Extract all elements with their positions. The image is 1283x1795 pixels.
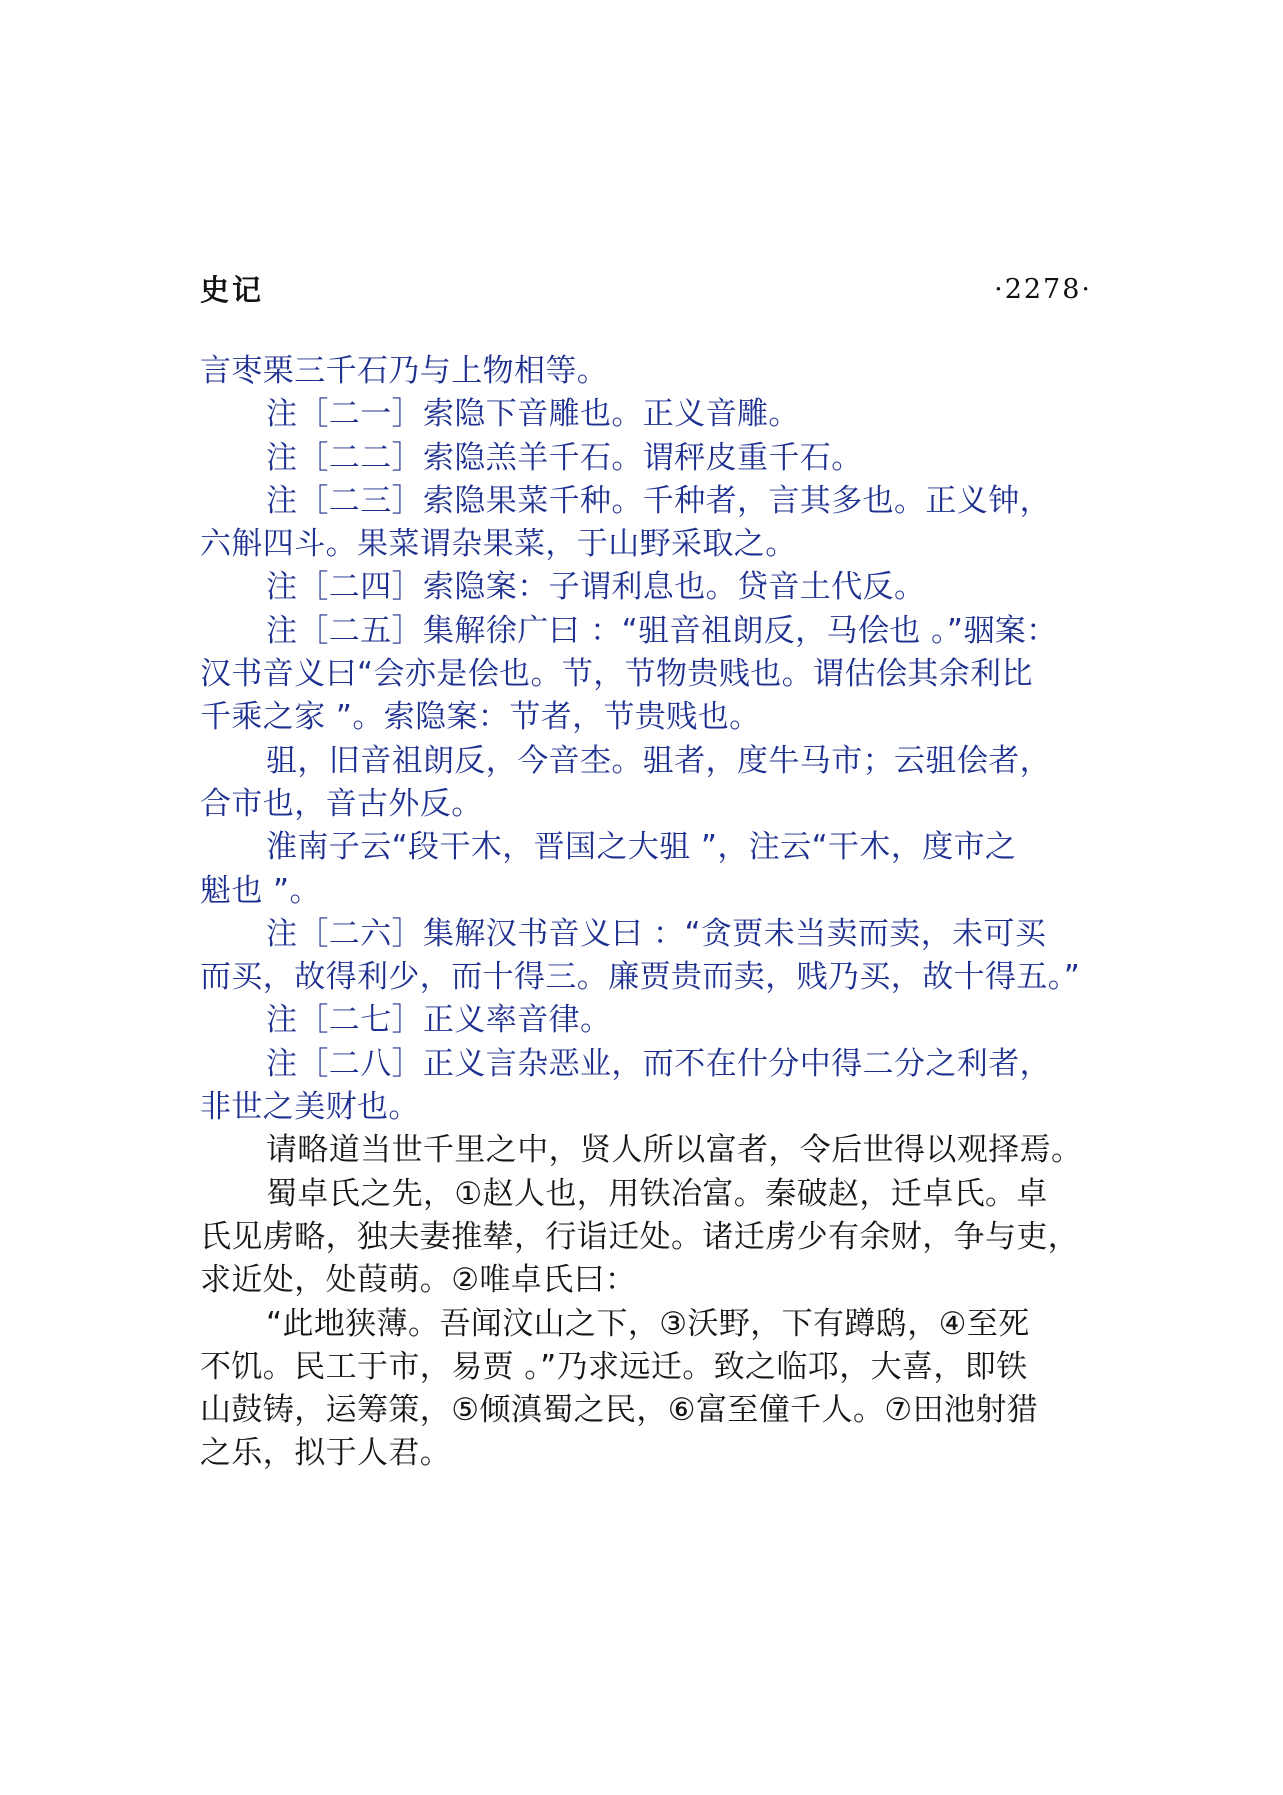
text-line: 之乐，拟于人君。 [200, 1435, 452, 1472]
text-line: 魁也 ”。 [200, 872, 321, 909]
text-line: 合市也，音古外反。 [200, 785, 483, 822]
text-line: 蜀卓氏之先，①赵人也，用铁冶富。秦破赵，迁卓氏。卓 [266, 1175, 1048, 1212]
text-line: 注［二一］索隐下音雕也。正义音雕。 [266, 396, 800, 433]
text-line: “此地狭薄。吾闻汶山之下，③沃野，下有蹲鸱，④至死 [266, 1305, 1030, 1342]
page-number: ·2278· [994, 274, 1092, 305]
text-line: 言枣栗三千石乃与上物相等。 [200, 353, 609, 389]
text-line: 非世之美财也。 [200, 1089, 420, 1126]
text-line: 千乘之家 ”。索隐案：节者，节贵贱也。 [200, 699, 761, 736]
text-line: 汉书音义曰“会亦是侩也。节，节物贵贱也。谓估侩其余利比 [200, 656, 1033, 693]
book-title: 史记 [200, 273, 265, 307]
text-line: 驵，旧音祖朗反，今音杢。驵者，度牛马市；云驵侩者， [266, 742, 1051, 779]
text-line: 注［二六］集解汉书音义曰 ：“贪贾未当卖而卖，未可买 [266, 915, 1047, 952]
text-line: 淮南子云“段干木，晋国之大驵 ”，注云“干木，度市之 [266, 829, 1017, 866]
text-line: 六斛四斗。果菜谓杂果菜，于山野采取之。 [200, 526, 797, 563]
text-line: 注［二五］集解徐广曰 ：“驵音祖朗反，马侩也 。”骃案： [266, 612, 1058, 649]
text-line: 请略道当世千里之中，贤人所以富者，令后世得以观择焉。 [266, 1132, 1083, 1169]
text-line: 不饥。民工于市，易贾 。”乃求远迁。致之临邛，大喜，即铁 [200, 1348, 1028, 1385]
text-line: 而买，故得利少，而十得三。廉贾贵而卖，贱乃买，故十得五。” [200, 959, 1081, 996]
text-line: 注［二三］索隐果菜千种。千种者，言其多也。正义钟， [266, 482, 1051, 519]
text-line: 注［二四］索隐案：子谓利息也。贷音土代反。 [266, 569, 926, 606]
text-line: 求近处，处葭萌。②唯卓氏曰： [200, 1262, 637, 1299]
text-line: 氏见虏略，独夫妻推辇，行诣迁处。诸迁虏少有余财，争与吏， [200, 1218, 1080, 1255]
page-body [200, 350, 1100, 1476]
text-line: 注［二二］索隐羔羊千石。谓秤皮重千石。 [266, 439, 863, 476]
text-line: 注［二七］正义率音律。 [266, 1002, 612, 1039]
page-header [200, 268, 1092, 312]
text-line: 注［二八］正义言杂恶业，而不在什分中得二分之利者， [266, 1045, 1051, 1082]
text-line: 山鼓铸，运筹策，⑤倾滇蜀之民，⑥富至僮千人。⑦田池射猎 [200, 1392, 1039, 1429]
